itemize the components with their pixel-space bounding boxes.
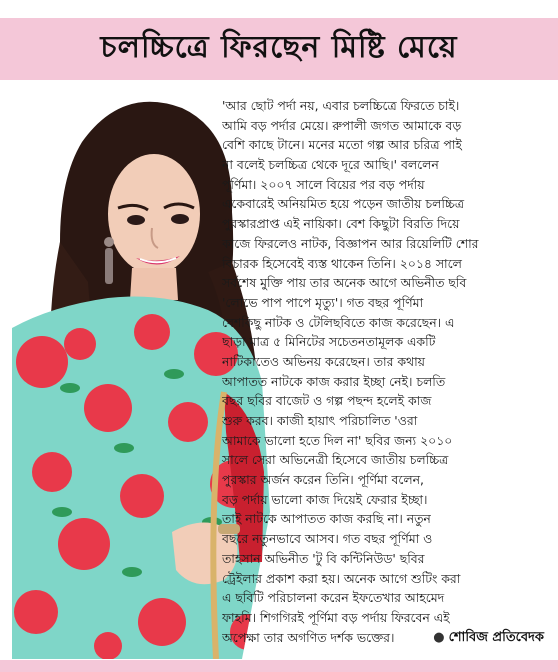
article-line: অপেক্ষা তার অগণিত দর্শক ভক্তের।	[222, 629, 395, 645]
article-line: বিচারক হিসেবেই ব্যস্ত থাকেন তিনি। ২০১৪ সালে	[222, 255, 462, 271]
headline: চলচ্চিত্রে ফিরছেন মিষ্টি মেয়ে	[100, 30, 458, 65]
article-line: পুরস্কারপ্রাপ্ত এই নায়িকা। বেশ কিছুটা বিরতি দিয়ে	[222, 216, 460, 232]
article-line: বেশি কাছে টানে। মনের মতো গল্প আর চরিত্র পাই	[222, 137, 462, 153]
article-line: ট্রেইলার প্রকাশ করা হয়। অনেক আগে শুটিং করা	[222, 570, 461, 586]
article-line: এ ছবিটি পরিচালনা করেন ইফতেখার আহমেদ	[222, 590, 445, 606]
article-line: ফাহমি। শিগগিরই পূর্ণিমা বড় পর্দায় ফিরবেন এই	[222, 609, 450, 625]
byline	[433, 628, 544, 648]
byline-text: শোবিজ প্রতিবেদক	[448, 630, 544, 645]
article-line: বছরে নতুনভাবে আসব। গত বছর পূর্ণিমা ও	[222, 531, 433, 547]
article-line: তাহসান অভিনীত 'টু বি কন্টিনিউড' ছবির	[222, 550, 425, 566]
article-line: পুরস্কার অর্জন করেন তিনি। পূর্ণিমা বলেন,	[222, 472, 424, 488]
article-line: সর্বশেষ মুক্তি পায় তার অনেক আগে অভিনীত ছবি	[222, 275, 467, 291]
bullet-icon: ●	[433, 630, 445, 645]
article-line: আপাতত নাটকে কাজ করার ইচ্ছা নেই। চলতি	[222, 373, 446, 389]
article-line: একেবারেই অনিয়মিত হয়ে পড়েন জাতীয় চলচ্চিত্র	[222, 196, 464, 212]
article-line: বড় পর্দায় ভালো কাজ দিয়েই ফেরার ইচ্ছা।	[222, 491, 428, 507]
article-body	[222, 96, 544, 647]
article-line: শুরু করব। কাজী হায়াৎ পরিচালিত 'ওরা	[222, 413, 418, 428]
article-line: ছাড়া মাত্র ৫ মিনিটের সচেতনতামূলক একটি	[222, 334, 436, 350]
article-line: বছর ছবির বাজেট ও গল্প পছন্দ হলেই কাজ	[222, 393, 432, 409]
article-line: পূর্ণিমা। ২০০৭ সালে বিয়ের পর বড় পর্দায়	[222, 176, 425, 192]
article-line: 'লোভে পাপ পাপে মৃত্যু'। গত বছর পূর্ণিমা	[222, 294, 424, 310]
article-line: 'আর ছোট পর্দা নয়, এবার চলচ্চিত্রে ফিরতে চাই।	[222, 98, 460, 113]
article-line: তাই নাটকে আপাতত কাজ করছি না। নতুন	[222, 511, 431, 527]
article-line: সালে সেরা অভিনেত্রী হিসেবে জাতীয় চলচ্চিত্র	[222, 452, 449, 468]
article-line: আমাকে ভালো হতে দিল না' ছবির জন্য ২০১০	[222, 432, 453, 448]
article-line: আমি বড় পর্দার মেয়ে। রুপালী জগত আমাকে বড়	[222, 117, 462, 133]
article-line: কাজে ফিরলেও নাটক, বিজ্ঞাপন আর রিয়েলিটি শোর	[222, 235, 479, 251]
article-line: না বলেই চলচ্চিত্র থেকে দূরে আছি।' বললেন	[222, 157, 439, 173]
footer-band	[0, 660, 558, 672]
article-line: বেশকিছু নাটক ও টেলিছবিতে কাজ করেছেন। এ	[222, 314, 455, 330]
article-line: নাটিকাতেও অভিনয় করেছেন। তার কথায়	[222, 353, 425, 369]
